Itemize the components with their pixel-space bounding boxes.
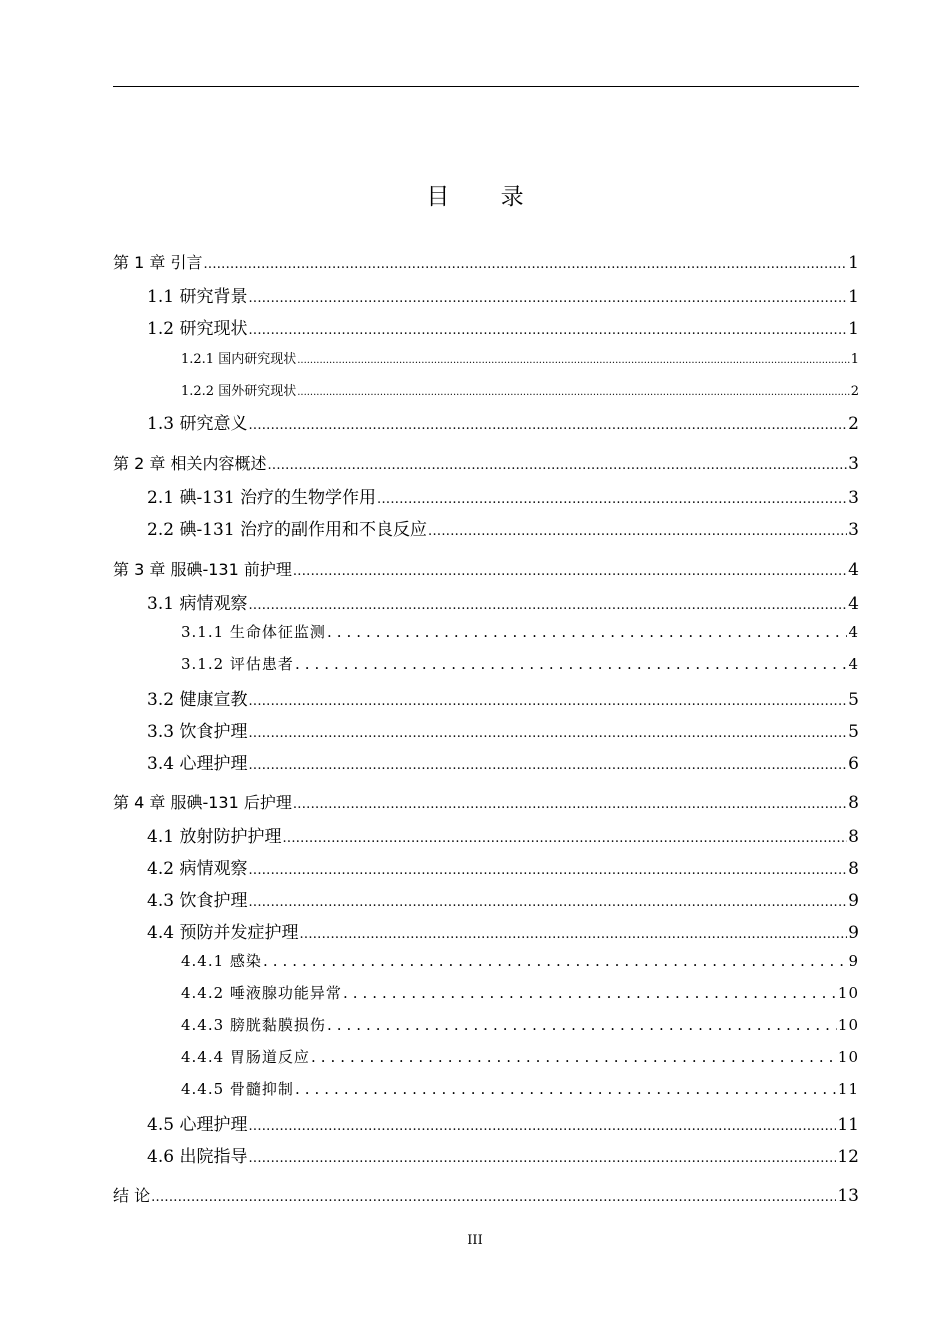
toc-entry-page: 11 [837, 1115, 859, 1135]
toc-entry-4-1[interactable] [113, 822, 859, 847]
dot-leader [295, 1080, 837, 1098]
toc-entry-label: 3.1 病情观察 [147, 594, 248, 614]
toc-entry-4-5[interactable] [113, 1110, 859, 1135]
toc-entry-page: 2 [848, 414, 859, 434]
dot-leader [248, 319, 847, 339]
toc-entry-4-4-5[interactable] [113, 1078, 859, 1099]
toc-entry-page: 10 [837, 1016, 859, 1034]
toc-entry-page: 9 [848, 891, 859, 911]
toc-entry-label: 1.1 研究背景 [147, 287, 248, 307]
toc-entry-page: 8 [848, 793, 859, 813]
toc-entry-page: 4 [848, 594, 859, 614]
toc-entry-label: 3.4 心理护理 [147, 754, 248, 774]
toc-entry-chapter-1[interactable] [113, 250, 859, 273]
toc-entry-label: 4.6 出院指导 [147, 1147, 248, 1167]
dot-leader [297, 352, 850, 367]
toc-entry-3-1-1[interactable] [113, 621, 859, 642]
toc-entry-label: 4.5 心理护理 [147, 1115, 248, 1135]
toc-entry-label: 第 2 章 相关内容概述 [113, 454, 267, 473]
dot-leader [293, 560, 847, 580]
toc-entry-label: 4.3 饮食护理 [147, 891, 248, 911]
toc-entry-page: 9 [848, 952, 859, 970]
toc-entry-chapter-4[interactable] [113, 790, 859, 813]
toc-entry-chapter-2[interactable] [113, 451, 859, 474]
toc-entry-1-2-2[interactable] [113, 380, 859, 399]
toc-entry-conclusion[interactable] [113, 1183, 859, 1206]
dot-leader [248, 1147, 836, 1167]
toc-entry-page: 3 [848, 454, 859, 474]
toc-entry-4-4-2[interactable] [113, 982, 859, 1003]
toc-entry-4-4-3[interactable] [113, 1014, 859, 1035]
toc-entry-page: 9 [848, 923, 859, 943]
toc-entry-page: 12 [837, 1147, 859, 1167]
toc-entry-label: 4.1 放射防护护理 [147, 827, 282, 847]
toc-entry-label: 3.1.2 评估患者 [181, 655, 294, 673]
toc-entry-4-3[interactable] [113, 886, 859, 911]
toc-entry-page: 11 [837, 1080, 859, 1098]
toc-entry-1-3[interactable] [113, 409, 859, 434]
dot-leader [263, 952, 848, 970]
dot-leader [248, 891, 847, 911]
toc-entry-page: 8 [848, 827, 859, 847]
toc-entry-label: 4.4.4 胃肠道反应 [181, 1048, 310, 1066]
toc-entry-page: 4 [848, 560, 859, 580]
dot-leader [293, 793, 847, 813]
toc-entry-3-2[interactable] [113, 685, 859, 710]
dot-leader [282, 827, 847, 847]
toc-entry-1-2[interactable] [113, 314, 859, 339]
toc-entry-label: 第 3 章 服碘-131 前护理 [113, 560, 292, 579]
toc-entry-label: 3.1.1 生命体征监测 [181, 623, 326, 641]
dot-leader [248, 859, 847, 879]
toc-entry-page: 6 [848, 754, 859, 774]
toc-entry-4-2[interactable] [113, 854, 859, 879]
toc-entry-label: 1.3 研究意义 [147, 414, 248, 434]
toc-entry-page: 8 [848, 859, 859, 879]
toc-entry-label: 4.2 病情观察 [147, 859, 248, 879]
toc-entry-label: 2.1 碘-131 治疗的生物学作用 [147, 488, 377, 508]
toc-entry-label: 第 1 章 引言 [113, 253, 203, 272]
dot-leader [248, 690, 847, 710]
toc-entry-page: 3 [848, 488, 859, 508]
toc-entry-label: 结 论 [113, 1186, 151, 1205]
dot-leader [311, 1048, 837, 1066]
toc-entry-label: 4.4.3 膀胱黏膜损伤 [181, 1016, 326, 1034]
toc-entry-label: 1.2.2 国外研究现状 [181, 384, 297, 399]
toc-entry-label: 4.4 预防并发症护理 [147, 923, 299, 943]
toc-entry-page: 1 [848, 319, 859, 339]
toc-entry-label: 4.4.5 骨髓抑制 [181, 1080, 294, 1098]
dot-leader [248, 414, 847, 434]
toc-entry-page: 1 [848, 287, 859, 307]
toc-entry-4-6[interactable] [113, 1142, 859, 1167]
toc-entry-3-4[interactable] [113, 749, 859, 774]
toc-entry-label: 第 4 章 服碘-131 后护理 [113, 793, 292, 812]
toc-entry-page: 5 [848, 690, 859, 710]
toc-entry-1-1[interactable] [113, 282, 859, 307]
toc-entry-label: 3.2 健康宣教 [147, 690, 248, 710]
toc-entry-page: 1 [850, 352, 859, 367]
dot-leader [299, 923, 847, 943]
toc-entry-3-1-2[interactable] [113, 653, 859, 674]
toc-entry-4-4-4[interactable] [113, 1046, 859, 1067]
toc-entry-page: 3 [848, 520, 859, 540]
dot-leader [297, 384, 850, 399]
toc-entry-label: 4.4.1 感染 [181, 952, 262, 970]
toc-entry-page: 5 [848, 722, 859, 742]
toc-entry-label: 2.2 碘-131 治疗的副作用和不良反应 [147, 520, 428, 540]
toc-entry-1-2-1[interactable] [113, 348, 859, 367]
toc-entry-page: 13 [837, 1186, 859, 1206]
dot-leader [248, 594, 847, 614]
dot-leader [327, 1016, 837, 1034]
dot-leader [248, 722, 847, 742]
toc-entry-page: 1 [848, 253, 859, 273]
page-title: 目 录 [426, 184, 546, 210]
toc-entry-label: 1.2.1 国内研究现状 [181, 352, 297, 367]
dot-leader [248, 1115, 836, 1135]
toc-entry-label: 4.4.2 唾液腺功能异常 [181, 984, 342, 1002]
dot-leader [428, 520, 847, 540]
toc-entry-3-3[interactable] [113, 717, 859, 742]
toc-entry-chapter-3[interactable] [113, 557, 859, 580]
toc-entry-2-2[interactable] [113, 515, 859, 540]
dot-leader [267, 454, 847, 474]
toc-entry-page: 10 [837, 1048, 859, 1066]
dot-leader [248, 754, 847, 774]
toc-entry-label: 3.3 饮食护理 [147, 722, 248, 742]
header-rule [113, 86, 859, 87]
dot-leader [295, 655, 848, 673]
page-number: III [467, 1233, 483, 1248]
toc-entry-page: 10 [837, 984, 859, 1002]
toc-entry-2-1[interactable] [113, 483, 859, 508]
toc-entry-label: 1.2 研究现状 [147, 319, 248, 339]
dot-leader [343, 984, 837, 1002]
toc-entry-4-4-1[interactable] [113, 950, 859, 971]
dot-leader [248, 287, 847, 307]
dot-leader [377, 488, 847, 508]
toc-entry-page: 2 [850, 384, 859, 399]
toc-entry-4-4[interactable] [113, 918, 859, 943]
toc-entry-page: 4 [848, 655, 859, 673]
toc-entry-3-1[interactable] [113, 589, 859, 614]
dot-leader [327, 623, 848, 641]
dot-leader [203, 253, 847, 273]
dot-leader [151, 1186, 836, 1206]
toc-entry-page: 4 [848, 623, 859, 641]
